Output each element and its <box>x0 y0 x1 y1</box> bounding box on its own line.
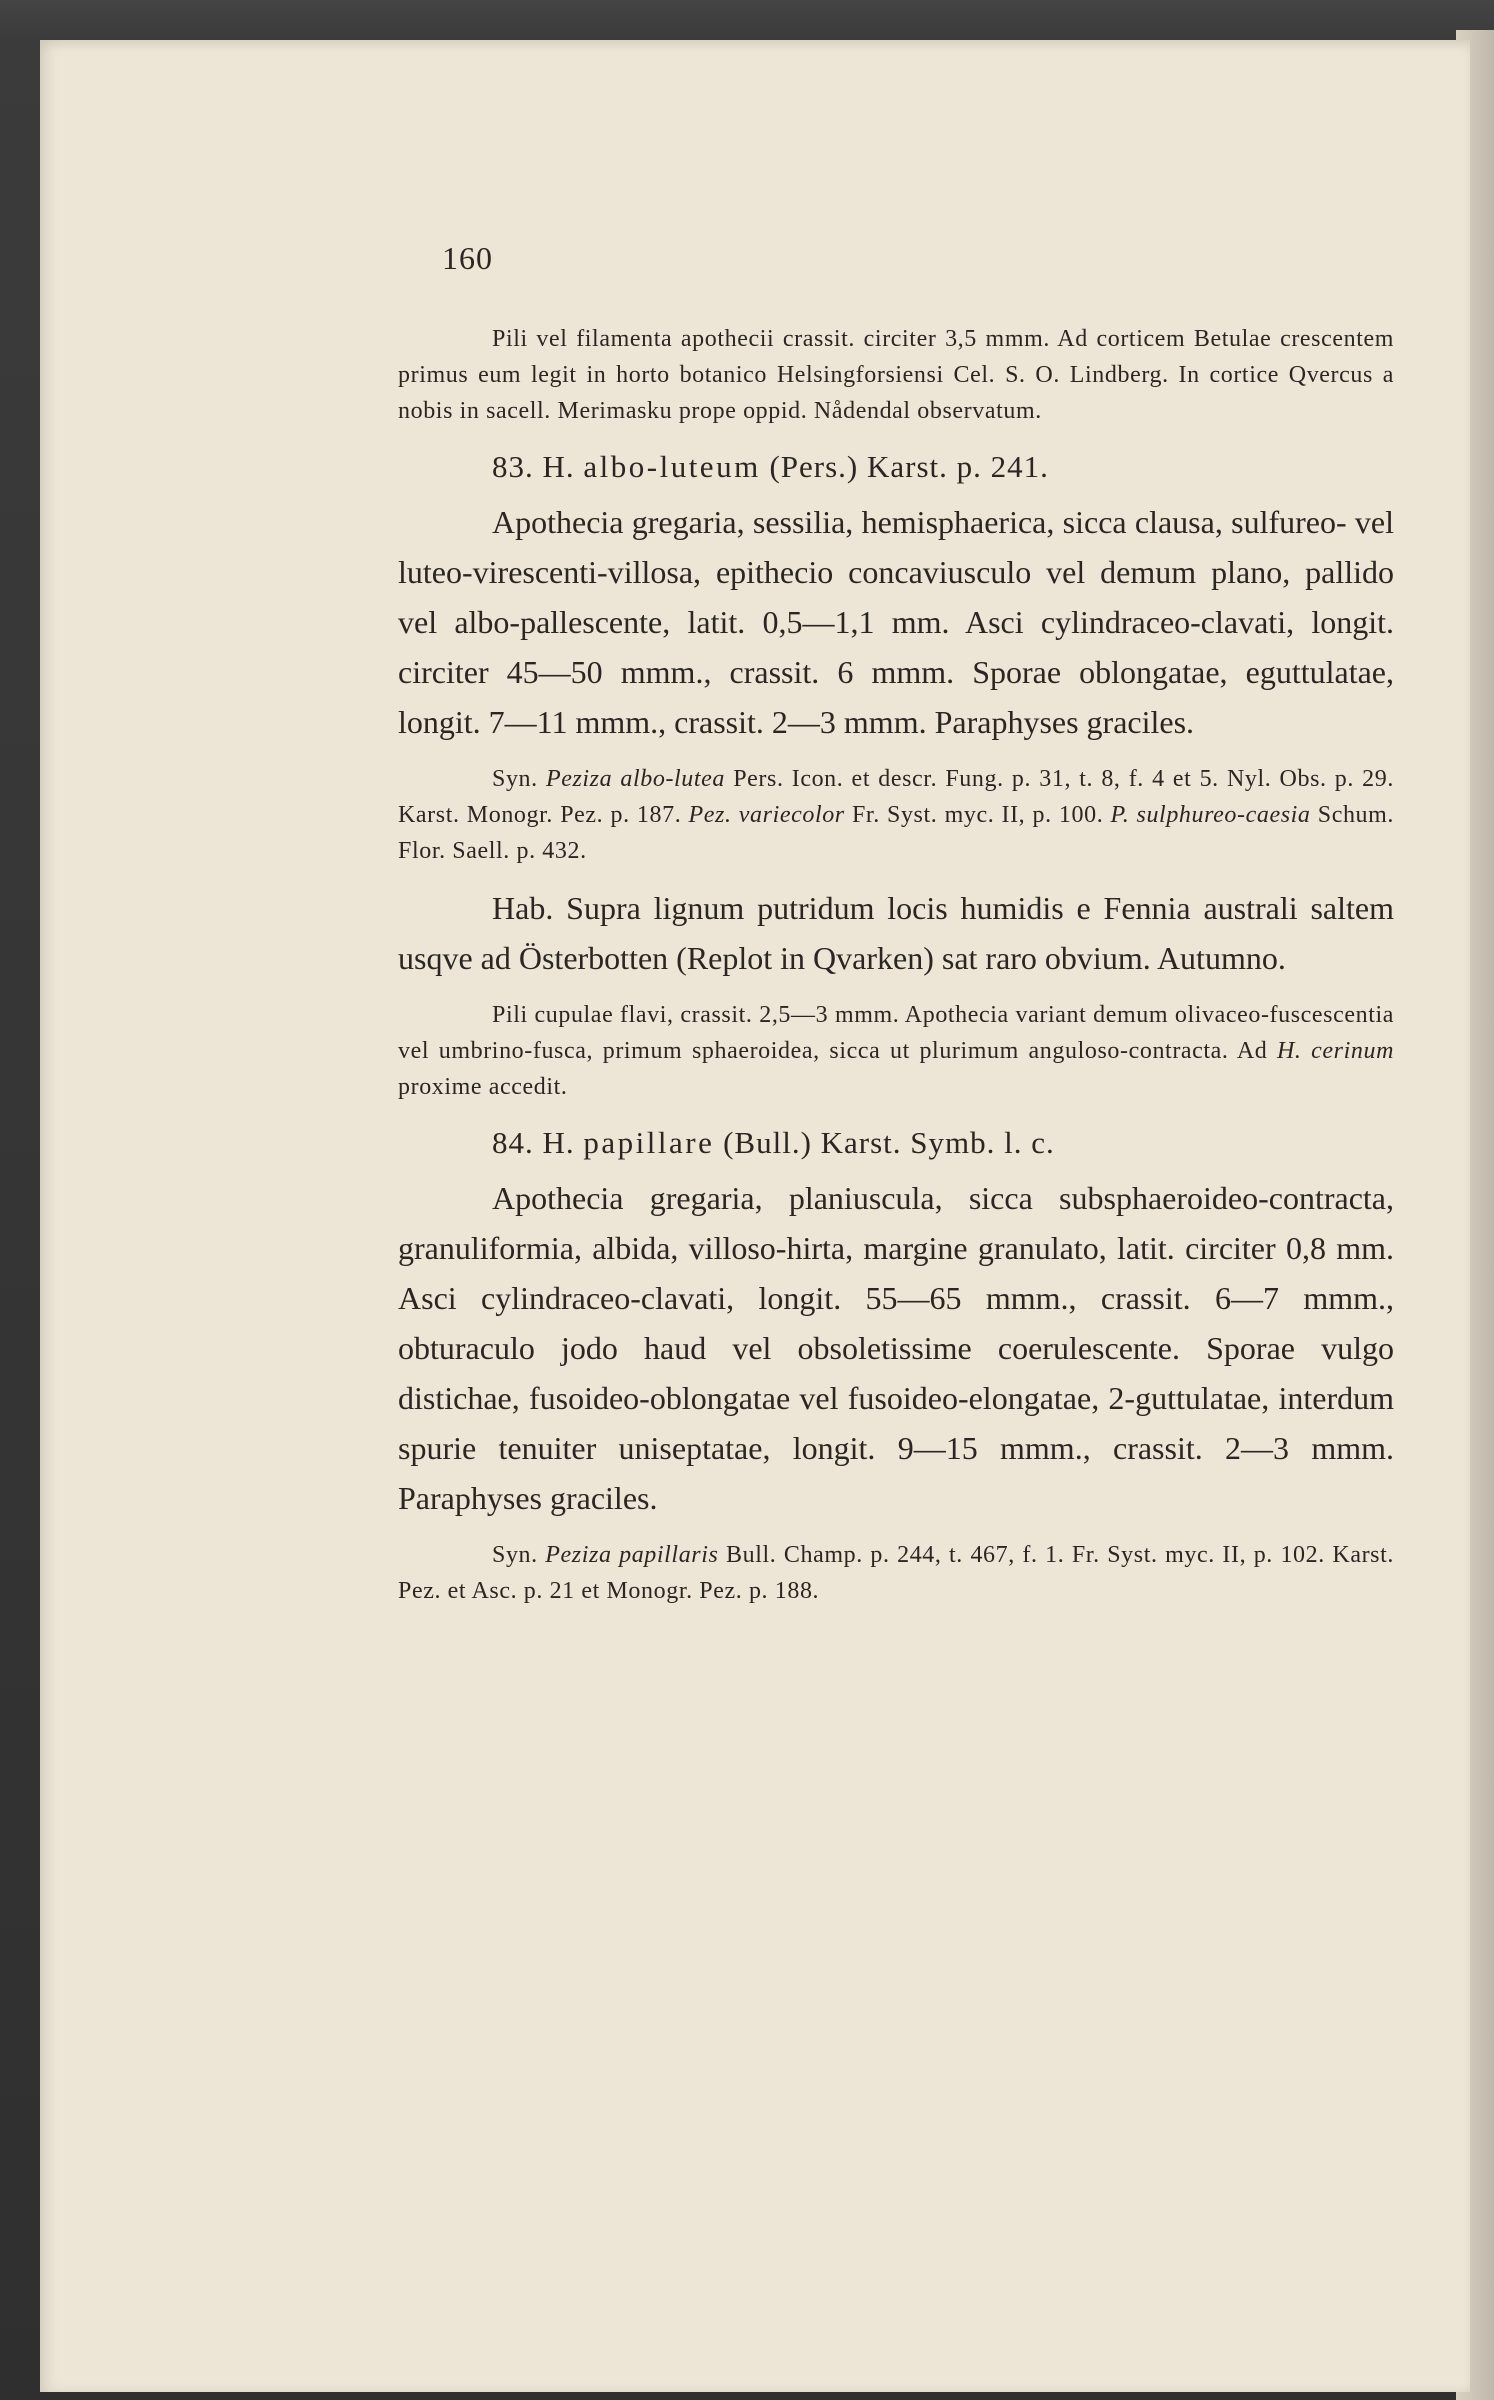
syn-text: Bull. Champ. p. 244, t. 467, f. 1. Fr. Syst. myc. II, p. 102. Karst. Pez. et Asc. p. 21 et Monogr. Pez. p. 188. <box>398 1542 1394 1604</box>
species-83-habitat <box>398 883 1394 983</box>
species-84-heading <box>398 1125 1394 1161</box>
syn-name: P. sulphureo-caesia <box>1110 802 1311 828</box>
syn-text: Schum. Flor. Saell. p. 432. <box>398 802 1395 864</box>
species-83-description <box>398 497 1394 747</box>
syn-label: Syn. <box>492 1542 538 1568</box>
intro-note <box>398 321 1394 429</box>
species-83-genus: H. <box>542 449 575 484</box>
species-84-genus: H. <box>542 1125 575 1160</box>
species-84-author: (Bull.) Karst. Symb. l. c. <box>723 1125 1055 1160</box>
note-name: H. cerinum <box>1277 1038 1394 1064</box>
note-text: proxime accedit. <box>398 1074 568 1100</box>
species-84-description <box>398 1173 1394 1523</box>
syn-name: Peziza albo-lutea <box>545 766 726 792</box>
species-83-note <box>398 997 1394 1105</box>
syn-name: Peziza papillaris <box>545 1542 719 1568</box>
syn-name: Pez. variecolor <box>688 802 845 828</box>
species-84-description-text: Apothecia gregaria, planiuscula, sicca subsphaeroideo-contracta, granuliformia, albida, villoso-hirta, margine granulato, latit. circiter 0,8 mm. Asci cylindraceo-clavati, longit. 55—65 mmm., crassit. 6—7 mmm., obturaculo jodo haud vel obsoletissime coerulescente. Sporae vulgo distichae, fusoideo-oblongatae vel fusoideo-elongatae, 2-guttulatae, interdum spurie tenuiter uniseptatae, longit. 9—15 mmm., crassit. 2—3 mmm. Paraphyses graciles. <box>398 1180 1394 1516</box>
species-83-habitat-text: Hab. Supra lignum putridum locis humidis e Fennia australi saltem usqve ad Österbotten (Replot in Qvarken) sat raro obvium. Autumno. <box>398 890 1394 976</box>
species-84-number: 84. <box>492 1125 534 1160</box>
species-83-author: (Pers.) Karst. p. 241. <box>769 449 1049 484</box>
note-text: Pili cupulae flavi, crassit. 2,5—3 mmm. Apothecia variant demum olivaceo-fuscescentia vel umbrino-fusca, primum sphaeroidea, sicca ut plurimum anguloso-contracta. Ad <box>398 1002 1394 1064</box>
syn-text: Fr. Syst. myc. II, p. 100. <box>844 802 1111 828</box>
species-83-number: 83. <box>492 449 534 484</box>
species-84-epithet: papillare <box>583 1125 715 1160</box>
species-83-note-text <box>398 997 1394 1105</box>
page-number: 160 <box>442 240 493 276</box>
species-83-heading <box>398 449 1394 485</box>
species-83-epithet: albo-luteum <box>583 449 761 484</box>
syn-label: Syn. <box>492 766 538 792</box>
syn-text: Pers. Icon. et descr. Fung. p. 31, t. 8, f. 4 et 5. Nyl. Obs. p. 29. Karst. Monogr. Pez. p. 187. <box>398 766 1394 828</box>
intro-note-text: Pili vel filamenta apothecii crassit. circiter 3,5 mmm. Ad corticem Betulae crescentem primus eum legit in horto botanico Helsingforsiensi Cel. S. O. Lindberg. In cortice Qvercus a nobis in sacell. Merimasku prope oppid. Nådendal observatum. <box>398 326 1394 424</box>
page-content <box>398 240 1394 1609</box>
species-84-synonyms-text <box>398 1537 1394 1609</box>
species-83-synonyms-text <box>398 761 1394 869</box>
species-83-description-text: Apothecia gregaria, sessilia, hemisphaerica, sicca clausa, sulfureo- vel luteo-virescenti-villosa, epithecio concaviusculo vel demum plano, pallido vel albo-pallescente, latit. 0,5—1,1 mm. Asci cylindraceo-clavati, longit. circiter 45—50 mmm., crassit. 6 mmm. Sporae oblongatae, eguttulatae, longit. 7—11 mmm., crassit. 2—3 mmm. Paraphyses graciles. <box>398 504 1394 740</box>
species-84-synonyms <box>398 1537 1394 1609</box>
species-83-synonyms <box>398 761 1394 869</box>
